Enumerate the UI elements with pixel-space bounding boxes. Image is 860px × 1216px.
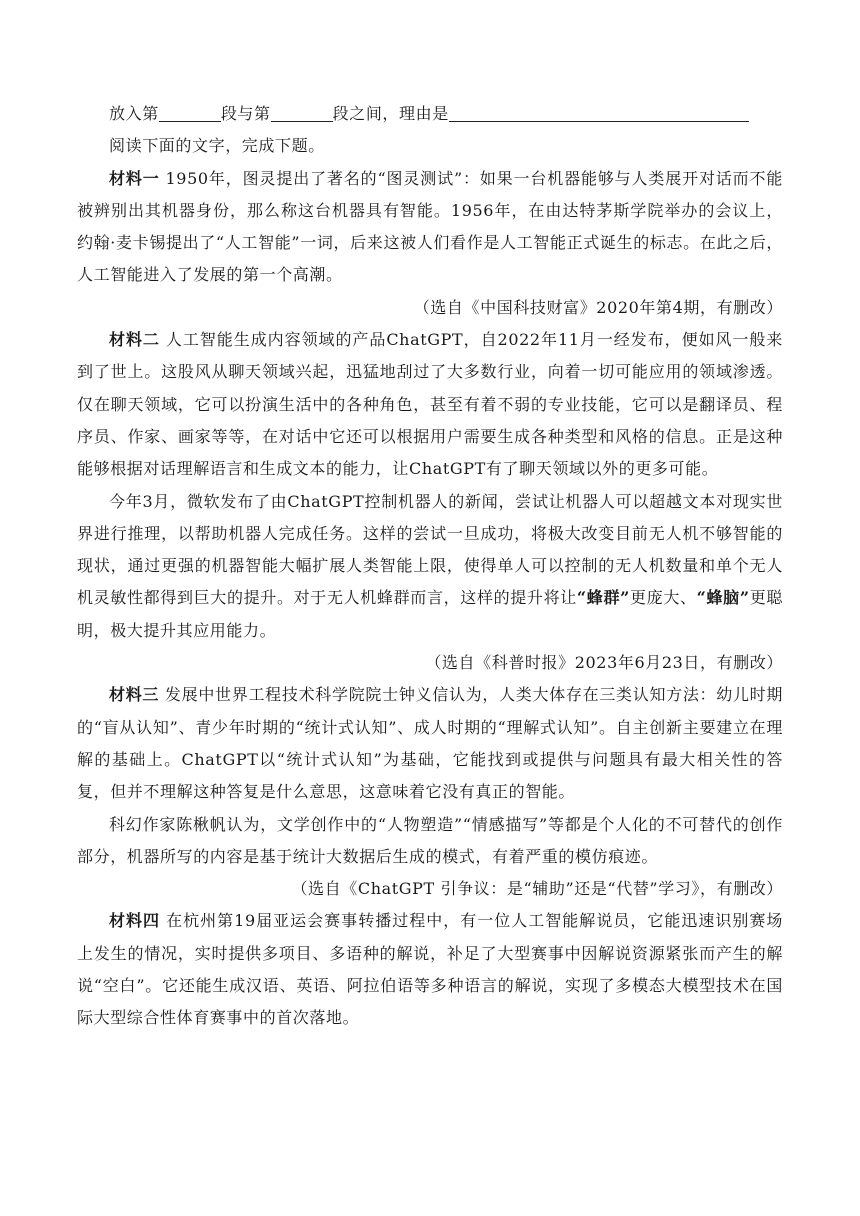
material-3-label: 材料三	[109, 685, 160, 705]
material-2-text-c: 更聪明，极大提升其应用能力。	[77, 588, 783, 640]
answer-blank-1[interactable]	[159, 120, 221, 122]
answer-blank-reason[interactable]	[449, 120, 749, 122]
material-1-label: 材料一	[109, 168, 160, 188]
material-2-paragraph	[77, 324, 783, 485]
fill-in-line	[77, 98, 783, 130]
document-body	[77, 98, 783, 1035]
material-2-bold-brain: “蜂脑”	[696, 588, 750, 608]
material-2-bold-swarm: “蜂群”	[576, 588, 630, 608]
material-2-label: 材料二	[109, 330, 160, 350]
reading-instruction: 阅读下面的文字，完成下题。	[109, 136, 325, 156]
material-1-source: （选自《中国科技财富》2020年第4期，有删改）	[413, 297, 783, 317]
answer-blank-2[interactable]	[271, 120, 333, 122]
material-3-paragraph	[77, 679, 783, 808]
material-2-text: 人工智能生成内容领域的产品ChatGPT，自2022年11月一经发布，便如风一般来到了世上。这股风从聊天领域兴起，迅猛地刮过了大多数行业，向着一切可能应用的领域渗透。仅在聊天领域，它可以扮演生活中的各种角色，甚至有着不弱的专业技能，它可以是翻译员、程序员、作家、画家等等，在对话中它还可以根据用户需要生成各种类型和风格的信息。正是这种能够根据对话理解语言和生成文本的能力，让ChatGPT有了聊天领域以外的更多可能。	[77, 330, 783, 479]
fill-text-3: 段之间，理由是	[332, 104, 449, 123]
material-2-paragraph-2	[77, 486, 783, 647]
material-2-source: （选自《科普时报》2023年6月23日，有删改）	[425, 653, 783, 673]
material-3-text: 发展中世界工程技术科学院院士钟义信认为，人类大体存在三类认知方法：幼儿时期的“盲从认知”、青少年时期的“统计式认知”、成人时期的“理解式认知”。自主创新主要建立在理解的基础上。ChatGPT以“统计式认知”为基础，它能找到或提供与问题具有最大相关性的答复，但并不理解这种答复是什么意思，这意味着它没有真正的智能。	[77, 685, 783, 802]
material-2-text-a: 今年3月，微软发布了由ChatGPT控制机器人的新闻，尝试让机器人可以超越文本对现实世界进行推理，以帮助机器人完成任务。这样的尝试一旦成功，将极大改变目前无人机不够智能的现状，通过更强的机器智能大幅扩展人类智能上限，使得单人可以控制的无人机数量和单个无人机灵敏性都得到巨大的提升。对于无人机蜂群而言，这样的提升将让	[77, 491, 783, 608]
material-3-paragraph-2: 科幻作家陈楸帆认为，文学创作中的“人物塑造”“情感描写”等都是个人化的不可替代的创作部分，机器所写的内容是基于统计大数据后生成的模式，有着严重的模仿痕迹。	[77, 814, 783, 866]
fill-text-2: 段与第	[220, 104, 271, 123]
material-3-source: （选自《ChatGPT 引争议：是“辅助”还是“代替”学习》，有删改）	[291, 879, 783, 899]
material-4-text: 在杭州第19届亚运会赛事转播过程中，有一位人工智能解说员，它能迅速识别赛场上发生的情况，实时提供多项目、多语种的解说，补足了大型赛事中因解说资源紧张而产生的解说“空白”。它还能生成汉语、英语、阿拉伯语等多种语言的解说，实现了多模态大模型技术在国际大型综合性体育赛事中的首次落地。	[77, 911, 784, 1028]
material-1-text: 1950年，图灵提出了著名的“图灵测试”：如果一台机器能够与人类展开对话而不能被辨别出其机器身份，那么称这台机器具有智能。1956年，在由达特茅斯学院举办的会议上，约翰·麦卡锡提出了“人工智能”一词，后来这被人们看作是人工智能正式诞生的标志。在此之后，人工智能进入了发展的第一个高潮。	[77, 168, 783, 285]
material-4-label: 材料四	[109, 911, 161, 931]
material-2-text-b: 更庞大、	[629, 588, 697, 608]
material-4-paragraph	[77, 905, 783, 1034]
fill-text-1: 放入第	[109, 104, 159, 123]
material-1-paragraph	[77, 163, 783, 292]
